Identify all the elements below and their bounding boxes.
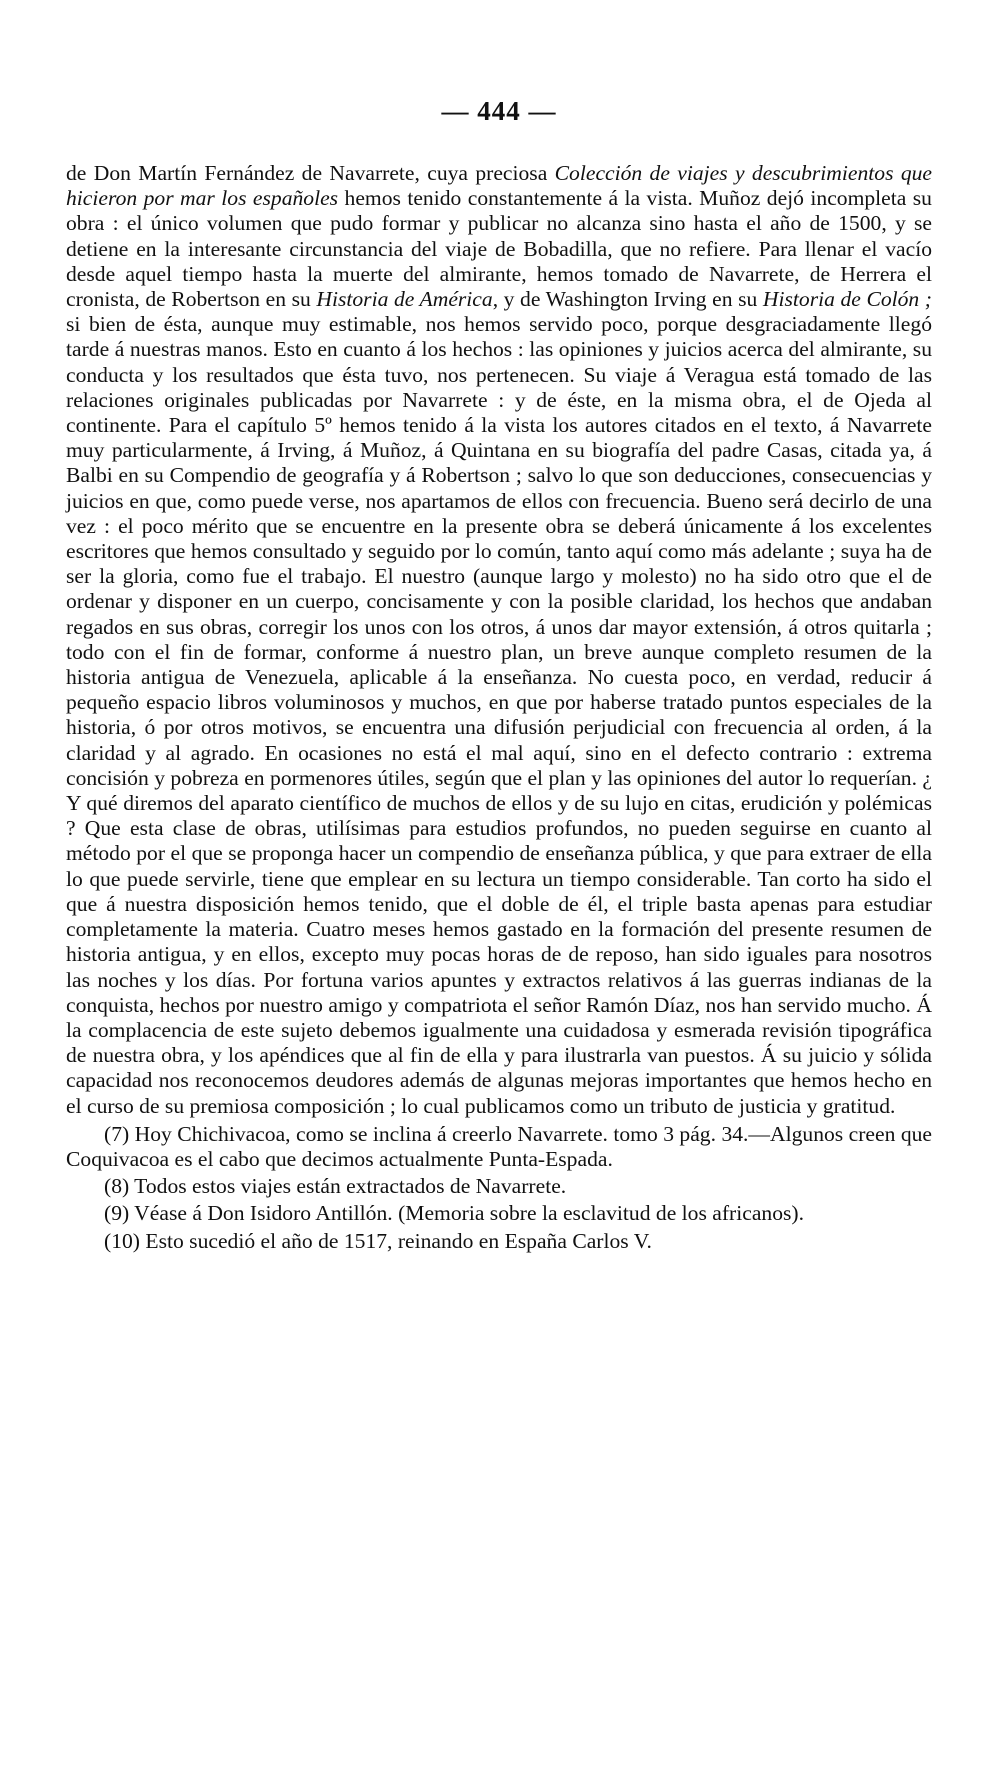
text-run: , y de Washington Irving en su xyxy=(492,287,763,312)
text-run: de Don Martín Fernández de Navarrete, cuya preciosa xyxy=(66,161,555,185)
book-title: Historia de Colón ; xyxy=(762,287,933,312)
main-paragraph xyxy=(66,161,932,1119)
footnote-10: (10) Esto sucedió el año de 1517, reinando en España Carlos V. xyxy=(104,1228,652,1253)
book-title: Historia de América xyxy=(316,287,493,312)
text-run: si bien de ésta, aunque muy estimable, nos hemos servido poco, porque desgraciadamente llegó tarde á nuestras manos. Esto en cuanto á los hechos : las opiniones y juicios acerca del almirante, su conducta y los resultados que ésta tuvo, nos pertenecen. Su viaje á Veragua está tomado de las relaciones originales publicadas por Navarrete : y de éste, en la misma obra, el de Ojeda al continente. Para el capítulo 5º hemos tenido á la vista los autores citados en el texto, á Navarrete muy particularmente, á Irving, á Muñoz, á Quintana en su biografía del padre Casas, citada ya, á Balbi en su Compendio de geografía y á Robertson ; salvo lo que son deducciones, consecuencias y juicios en que, como puede verse, nos apartamos de ellos con frecuencia. Bueno será decirlo de una vez : el poco mérito que se encuentre en la presente obra se deberá únicamente á los excelentes escritores que hemos consultado y seguido por lo común, tanto aquí como más adelante ; suya ha de ser la gloria, como fue el trabajo. El nuestro (aunque largo y molesto) no ha sido otro que el de ordenar y disponer en un cuerpo, concisamente y con la posible claridad, los hechos que andaban regados en sus obras, corregir los unos con los otros, á unos dar mayor extensión, á otros quitarla ; todo con el fin de formar, conforme á nuestro plan, un breve aunque completo resumen de la historia antigua de Venezuela, aplicable á la enseñanza. No cuesta poco, en verdad, reducir á pequeño espacio libros voluminosos y muchos, en que por haberse tratado puntos especiales de la historia, ó por otros motivos, se encuentra una difusión perjudicial con frecuencia al orden, á la claridad y al agrado. En ocasiones no está el mal aquí, sino en el defecto contrario : extrema concisión y pobreza en pormenores útiles, según que el plan y las opiniones del autor lo requerían. ¿ Y qué diremos del aparato científico de muchos de ellos y de su lujo en citas, erudición y polémicas ? Que esta clase de obras, utilísimas para estudios profundos, no pueden seguirse en cuanto al método por el que se proponga hacer un compendio de enseñanza pública, y que para extraer de ella lo que puede servirle, tiene que emplear en su lectura un tiempo considerable. Tan corto ha sido el que á nuestra disposición hemos tenido, que el doble de él, el triple basta apenas para estudiar completamente la materia. Cuatro meses hemos gastado en la formación del presente resumen de historia antigua, y en ellos, excepto muy pocas horas de de reposo, han sido iguales para nosotros las noches y los días. Por fortuna varios apuntes y extractos relativos á las guerras indianas de la conquista, hechos por nuestro amigo y compatriota el señor Ramón Díaz, nos han servido mucho. Á la complacencia de este sujeto debemos igualmente una cuidadosa y esmerada revisión tipográfica de nuestra obra, y los apéndices que al fin de ella y para ilustrarla van puestos. Á su juicio y sólida capacidad nos reconocemos deudores además de algunas mejoras importantes que hemos hecho en el curso de su premiosa composición ; lo cual publicamos como un tributo de justicia y gratitud. xyxy=(66,312,932,1118)
footnote-8: (8) Todos estos viajes están extractados de Navarrete. xyxy=(104,1174,567,1199)
text-run: hemos tenido constantemente á la vista. Muñoz dejó incompleta su obra : el único volumen que pudo formar y publicar no alcanza sino hasta el año de 1500, y se detiene en la interesante circunstancia del viaje de Bobadilla, que no refiere. Para llenar el vacío desde aquel tiempo hasta la muerte del almirante, hemos tomado de Navarrete, de Herrera el cronista, de Robertson en su xyxy=(66,186,932,312)
page-number: — 444 — xyxy=(441,96,557,126)
footnote-9: (9) Véase á Don Isidoro Antillón. (Memoria sobre la esclavitud de los africanos). xyxy=(104,1201,805,1226)
footnote-7: (7) Hoy Chichivacoa, como se inclina á creerlo Navarrete. tomo 3 pág. 34.—Algunos creen que Coquivacoa es el cabo que decimos actualmente Punta-Espada. xyxy=(66,1121,932,1171)
book-title: Colección de viajes y descubrimientos que hicieron por mar los españoles xyxy=(66,161,932,211)
